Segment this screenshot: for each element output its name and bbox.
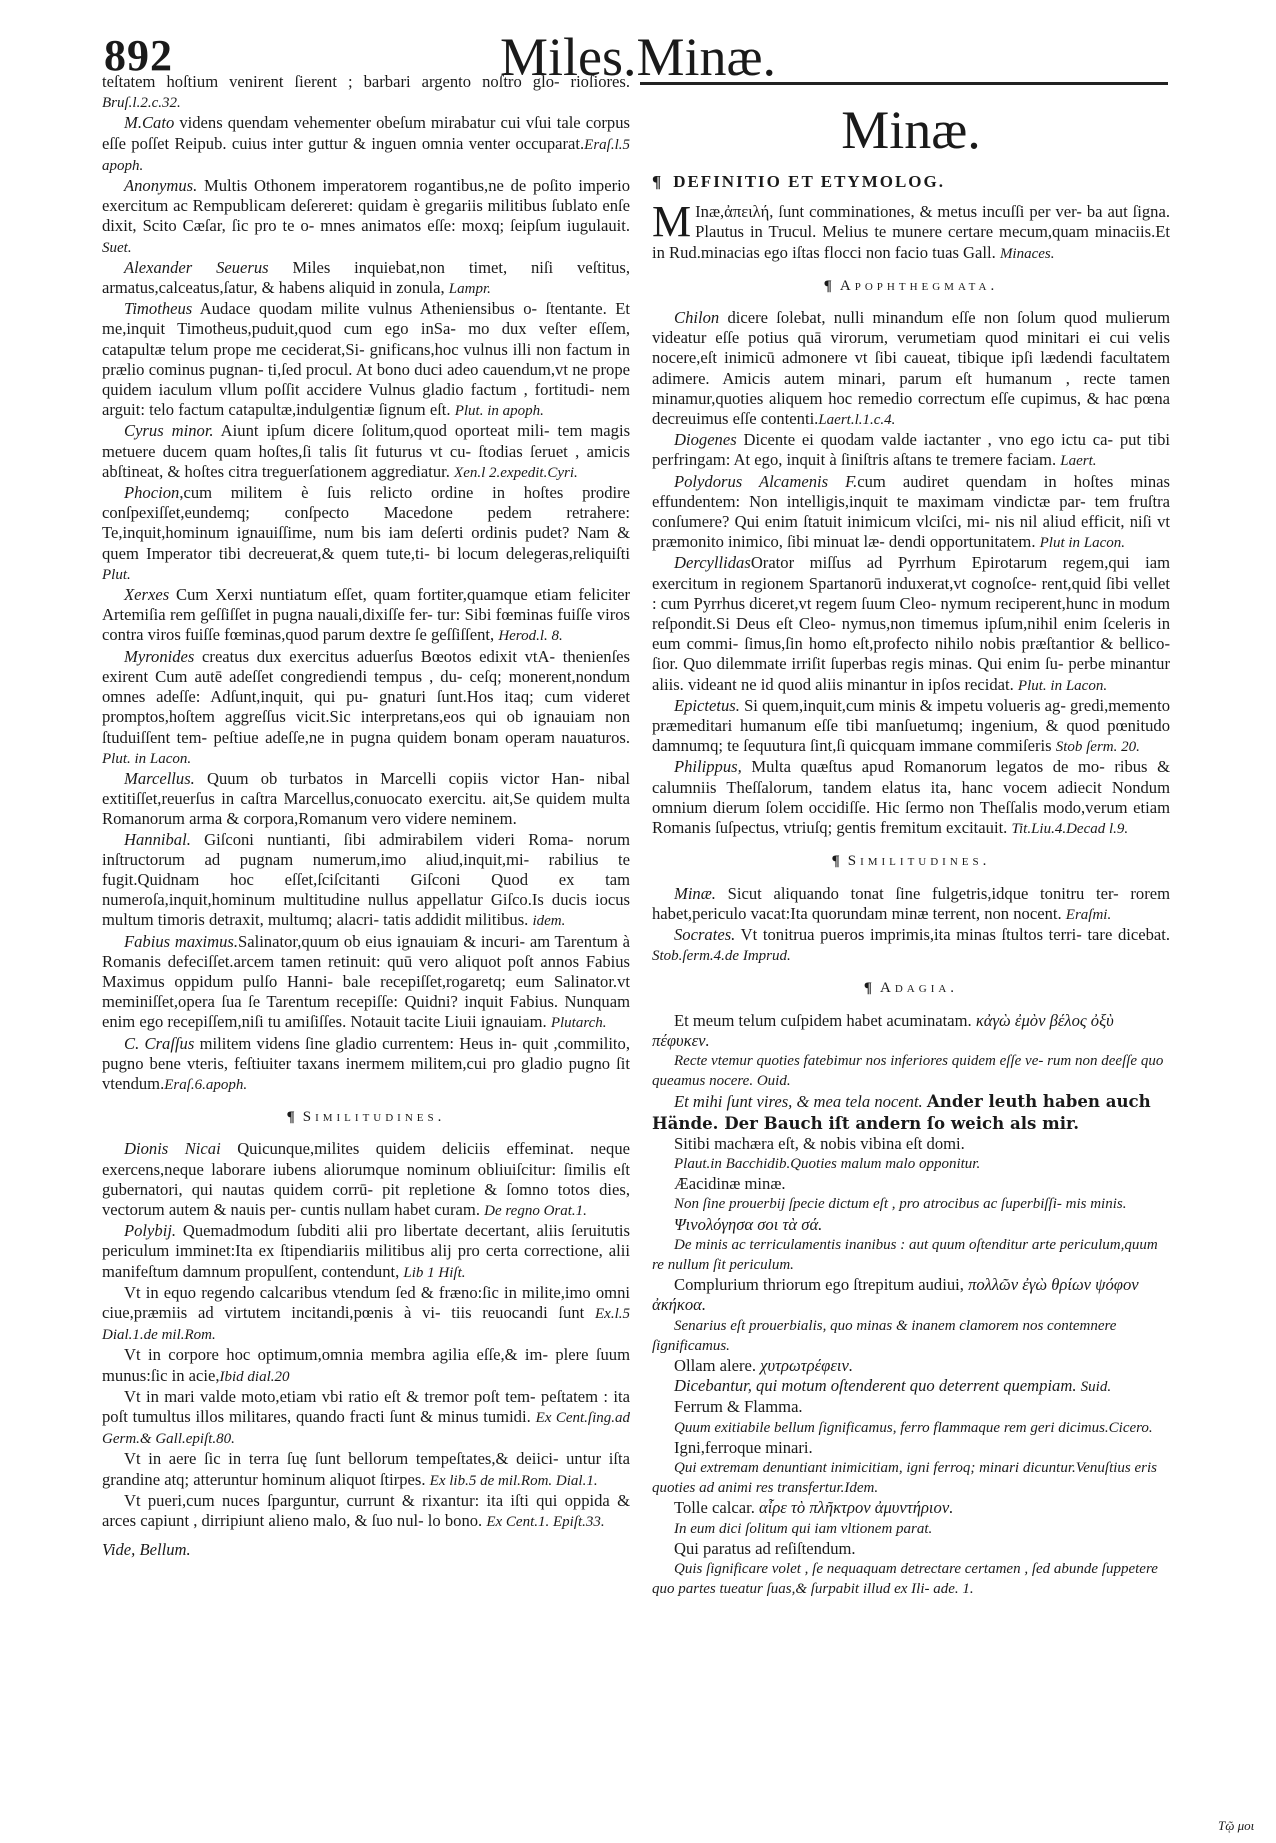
paragraph: Marcellus. Quum ob turbatos in Marcelli copiis victor Han- nibal extitiſſet,reuerſus in caſtra Marcellus,conuocato exercitu. ait,Se quidem multa Romanorum arma & corpora,Romanum vero videre neminem. <box>102 768 630 829</box>
pilcrow-icon: ¶ <box>823 277 832 294</box>
paragraph: C. Craſſus militem videns ſine gladio currentem: Heus in- quit ,commilito, pugno bene vteris, feſtiuiter taxans inermem militem,cui pro gladio pugno ſit vtendum.Eraſ.6.apoph. <box>102 1033 630 1093</box>
paragraph: DercyllidasOrator miſſus ad Pyrrhum Epirotarum regem,qui iam exercitum in regionem Spartanorū induxerat,vt cognoſce- rent,quid ſibi vellet : cum Pyrrhus diceret,vt regem ſuum Cleo- nymum reciperent,hunc in modum reſpondit.Si Deus eſt Cleo- nymus,non timemus ipſum,nihil enim ſceleris in eum commi- ſimus,ſin homo eſt,profecto nihilo nobis præſtantior & bellico- ſior. Quo dilemmate irriſit ſuperbas regis minas. Qui enim ſu- perbe minantur aliis. videant ne id quod aliis minantur in ipſos recidat. Plut. in Lacon. <box>652 553 1170 694</box>
paragraph: teſtatem hoſtium venirent ſierent ; barbari argento noſtro glo- rioſiores. Bruſ.l.2.c.32. <box>102 72 630 112</box>
header-rule <box>640 82 1168 85</box>
adage: Sitibi machæra eſt, & nobis vibina eſt domi. <box>674 1133 965 1153</box>
adage: Ferrum & Flamma. <box>674 1397 803 1417</box>
paragraph: Dionis Nicai Quicunque,milites quidem deliciis effeminat. neque exercens,neque laborare iubens aliorumque nominum obliuiſcitur: ſimilis eſt gubernatori, qui nautas quidem corrū- pit repletione & ſomno totos dies, vectorum autem & nauis per- cuntis nullam habet curam. De regno Orat.1. <box>102 1139 630 1219</box>
paragraph: M.Cato videns quendam vehementer obeſum mirabatur cui vſui tale corpus eſſe poſſet Reipub. cuius inter guttur & inguen omnia venter occuparat.Eraſ.l.5 apoph. <box>102 113 630 174</box>
section-heading-definitio: ¶ DEFINITIO ET ETYMOLOG. <box>652 172 946 191</box>
adage: Plaut.in Bacchidib.Quoties malum malo opponitur. <box>674 1155 981 1172</box>
adage: Senarius eſt prouerbialis, quo minas & inanem clamorem nos contemnere ſignificamus. <box>652 1317 1117 1354</box>
section-heading-similitudines: ¶ Similitudines. <box>831 853 991 870</box>
catchword: Tῷ μοι <box>1218 1818 1255 1833</box>
paragraph: M Inæ,ἀπειλή, ſunt comminationes, & metus incuſſi per ver- ba aut ſigna. Plautus in Trucul. Melius te munere certare mecum,quam minaciis.Et in Rud.minacias ego iſtas flocci non facio tuas Gall. Minaces. <box>652 197 1170 262</box>
adage: Non ſine prouerbij ſpecie dictum eſt , pro atrocibus ac ſuperbiſſi- mis minis. <box>674 1196 1127 1213</box>
paragraph: Vt pueri,cum nuces ſparguntur, currunt & rixantur: ita iſti qui oppida & arces capiunt , dirripiunt alieno malo, & ſuo nul- lo bono. Ex Cent.1. Epiſt.33. <box>102 1490 630 1531</box>
paragraph: Anonymus. Multis Othonem imperatorem rogantibus,ne de poſito imperio exercitum ac Rempublicam deſereret: quidam è gregariis militibus ſublato enſe dixit, Scito Cæſar, ſic pro te o- mnes animatos eſſe: moxq; ſeipſum iugulauit. Suet. <box>102 176 630 256</box>
paragraph: Philippus, Multa quæſtus apud Romanorum legatos de mo- ribus & calumniis Theſſalorum, tandem elatus ita, hanc vocem adiecit Nondum omnium dierum ſolem occidiſſe. Hic ſermo non Theſſalis modo,verum etiam Romanis ſuſpectus, vtriuſq; gentis fremitum excitauit. Tit.Liu.4.Decad l.9. <box>652 757 1170 838</box>
paragraph: Cyrus minor. Aiunt ipſum dicere ſolitum,quod oporteat mili- tem magis metuere ducem quam hoſtes,ſi talis ſit futurus vt cu- ſtodias ſeruet , amicis abſtineat, & hoſtes citra treguerſationem aggrediatur. Xen.l 2.expedit.Cyri. <box>102 421 631 481</box>
pilcrow-icon: ¶ <box>286 1109 295 1126</box>
paragraph: Polybij. Quemadmodum ſubditi alii pro libertate decertant, aliis ſeruitutis periculum imminet:Ita ex ſtipendiariis militibus alij pro certa correctione, alii manifeſtum damnum propulſent, contendunt, Lib 1 Hiſt. <box>102 1221 631 1281</box>
paragraph: Alexander Seuerus Miles inquiebat,non timet, niſi veſtitus, armatus,calceatus,ſatur, & habens aliquid in zonula, Lampr. <box>102 257 630 298</box>
paragraph: Vt in corpore hoc optimum,omnia membra agilia eſſe,& im- plere ſuum munus:ſic in acie,Ibid dial.20 <box>102 1345 630 1385</box>
section-heading-adagia: ¶ Adagia. <box>863 980 959 997</box>
adagia-list <box>652 1011 1170 1600</box>
adage: Et mihi ſunt vires, & mea tela nocent. Ander leuth haben auch Hände. Der Bauch iſt andern ſo weich als mir. <box>652 1091 1151 1133</box>
paragraph: Hannibal. Giſconi nuntianti, ſibi admirabilem videri Roma- norum inſtructorum ad pugnam numerum,imo aliud,inquit,mi- rabilius te fugit.Quidnam hoc eſſet,ſciſcitanti Giſconi Quod ex tam numeroſa,inquit,hominum multitudine nullus appellatur Giſco.Is ducis iocus multum timoris detraxit, multumq; alacri- tatis addidit militibus. idem. <box>102 829 630 930</box>
adage: Ollam alere. χυτρωτρέφειν. <box>674 1355 853 1375</box>
adage: Tolle calcar. αἶρε τὸ πλῆκτρον ἀμυντήριον. <box>674 1498 954 1518</box>
paragraph: Chilon dicere ſolebat, nulli minandum eſſe non ſolum quod mulierum videatur eſſe potius quā virorum, verumetiam quod minitari ei cui velis nocere,eſt inimicū admonere vt ſibi caueat, tibique ipſi lædendi facultatem adimere. Amicis autem minari, parum eſt humanum , recte tamen minamur,quoties aliquem hoc remedio correctum eſſe cupimus, & hac pœna decreuimus eſſe contenti.Laert.l.1.c.4. <box>652 308 1170 429</box>
paragraph: Myronides creatus dux exercitus aduerſus Bœotos edixit vtA- thenienſes exirent Cum autē adeſſet congrediendi tempus , du- ceſq; monerent,nondum omnes adeſſe: Adſunt,inquit, qui pu- gnaturi ſunt.Hos itaq; cum videret promptos,hoſtem aggreſſus vicit.Sic interpretans,eos qui ob ignauiam non ſtuduiſſent tem- peſtiue adeſſe,ne in pugna quidem bonam operam nauaturos. Plut. in Lacon. <box>102 646 630 767</box>
adage: Complurium thriorum ego ſtrepitum audiui, πολλῶν ἐγὼ θρίων ψόφον ἀκήκοα. <box>652 1275 1139 1315</box>
paragraph: Polydorus Alcamenis F.cum audiret quendam in hoſtes minas effundentem: Non intelligis,inquit te maximam vindictæ par- tem fruſtra conſumere? Qui enim ſtatuit inimicum vlciſci, mi- nis nil aliud efficit, niſi vt præmonito inimico, ſibi minuat læ- dendi opportunitatem. Plut in Lacon. <box>652 471 1170 552</box>
pilcrow-icon: ¶ <box>863 980 873 997</box>
adage: Recte vtemur quoties fatebimur nos inferiores quidem eſſe ve- rum non deeſſe quo queamus nocere. Ouid. <box>652 1052 1164 1090</box>
adage: Qui extremam denuntiant inimicitiam, igni ferroq; minari dicuntur.Venuſtius eris quoties ad animi res transfertur.Idem. <box>652 1459 1158 1497</box>
drop-cap: M <box>652 197 692 247</box>
section-title: Minæ. <box>841 100 981 160</box>
adage: Et meum telum cuſpidem habet acuminatam. κἀγὼ ἐμὸν βέλος ὀξὺ πέφυκεν. <box>652 1010 1114 1050</box>
paragraph: Xerxes Cum Xerxi nuntiatum eſſet, quam fortiter,quamque etiam feliciter Artemiſia rem geſſiſſet in pugna nauali,dixiſſe fer- tur: Sibi fœminas fuiſſe viros contra viros fuiſſe fœminas,quod parum dextre ſe geſſiſſent, Herod.l. 8. <box>102 585 630 645</box>
adage: Igni,ferroque minari. <box>674 1437 813 1457</box>
paragraph: Epictetus. Si quem,inquit,cum minis & impetu volueris ag- gredi,memento præmeditari humanum eſſe tibi manſuetumq; ingenium, & quod pœnitudo damnumq; te ſequutura ſint,ſi quicquam immane commiſeris Stob ſerm. 20. <box>652 695 1170 756</box>
pilcrow-icon: ¶ <box>831 853 840 870</box>
adage: Dicebantur, qui motum oſtenderent quo deterrent quempiam. Suid. <box>674 1376 1112 1396</box>
adage: Quum exitiabile bellum ſignificamus, ferro flammaque rem geri dicimus.Cicero. <box>674 1419 1153 1436</box>
section-heading-similitudines: ¶ Similitudines. <box>286 1109 446 1126</box>
page-number: 892 <box>104 31 173 80</box>
pilcrow-icon: ¶ <box>652 172 664 191</box>
paragraph: Vt in equo regendo calcaribus vtendum ſed & fræno:ſic in milite,imo omni ciue,præmiis ad virtutem incitandi,pœnis à vi- tiis reuocandi ſunt Ex.l.5 Dial.1.de mil.Rom. <box>102 1282 630 1344</box>
adage: Æacidinæ minæ. <box>674 1174 786 1194</box>
right-column <box>652 92 1170 1599</box>
paragraph: Vt in mari valde moto,etiam vbi ratio eſt & tremor poſt tem- peſtatem : ita poſt tumultus illos militares, quando fracti ſunt & minus tumidi. Ex Cent.ſing.ad Germ.& Gall.epiſt.80. <box>102 1386 630 1448</box>
paragraph: Fabius maximus.Salinator,quum ob eius ignauiam & incuri- am Tarentum à Romanis defeciſſet.arcem tamen retinuit: quū vero aliquot poſt annos Fabius Maximus oppidum pulſo Hanni- bale recepiſſet,rogaretq; eum Salinator.vt meminiſſet,opera ſua ſe Tarentum recepiſſe: Quidni? inquit Fabius. Nunquam enim ego recepiſſem,niſi tu amiſiſſes. Notauit tacite Liuii ignauiam. Plutarch. <box>102 931 630 1032</box>
adage: Quis ſignificare volet , ſe nequaquam detrectare certamen , ſed abunde ſuppetere quo partes tueatur ſuas,& ſurpabit illud ex Ili- ade. 1. <box>652 1561 1158 1598</box>
paragraph: Socrates. Vt tonitrua pueros imprimis,ita minas ſtultos terri- tare dicebat. Stob.ſerm.4.de Imprud. <box>652 924 1170 965</box>
paragraph: Phocion,cum militem è ſuis relicto ordine in hoſtes prodire conſpexiſſet,eundemq; conſpecto Macedone pedem retrahere: Te,inquit,hominum ignauiſſime, num bis iam deſerti ordinis pudet? Nam & quem Imperator tibi decreuerat,& quem tute,ti- bi locum delegeras,reliquiſti Plut. <box>102 483 630 583</box>
section-heading-apophthegmata: ¶ Apophthegmata. <box>823 277 999 294</box>
paragraph: Diogenes Dicente ei quodam valde iactanter , vno ego ictu ca- put tibi perfringam: At ego, inquit à ſiniſtris aſtans te tremere faciam. Laert. <box>652 430 1170 470</box>
adage: De minis ac terriculamentis inanibus : aut quum oſtenditur arte periculum,quum re nullum ſit periculum. <box>652 1236 1158 1273</box>
paragraph: Minæ. Sicut aliquando tonat ſine fulgetris,idque tonitru ter- rorem habet,periculo vacat:Ita quorundam minæ terrent, non nocent. Eraſmi. <box>652 883 1170 923</box>
paragraph: Timotheus Audace quodam milite vulnus Atheniensibus o- ſtentante. Et me,inquit Timotheus,puduit,quod cum ego inSa- mo dux veſter eſſem, catapultæ telum prope me ceciderat,Si- gnificans,hoc vulnus illi non factum in prælio cominus pugnan- ti,ſed procul. At bono duci adeo cauendum,vt ne prope quidem iaculum vllum poſſit accidere Vulnus gladio factum , fortitudi- nem arguit: telo factum catapultæ,indulgentiæ ſignum eſt. Plut. in apoph. <box>102 299 630 420</box>
adage: Ψινολόγησα σοι τὰ σά. <box>674 1214 823 1234</box>
cross-reference: Vide, Bellum. <box>102 1540 191 1560</box>
paragraph: Vt in aere ſic in terra ſuę ſunt bellorum tempeſtates,& deiici- untur iſta grandine atq; atteruntur hominum aliquot ſtirpes. Ex lib.5 de mil.Rom. Dial.1. <box>102 1449 630 1489</box>
left-column <box>102 72 630 1560</box>
adage: In eum dici ſolitum qui iam vltionem parat. <box>674 1520 933 1537</box>
running-title: Miles.Minæ. <box>500 27 777 87</box>
adage: Qui paratus ad reſiſtendum. <box>674 1538 856 1558</box>
